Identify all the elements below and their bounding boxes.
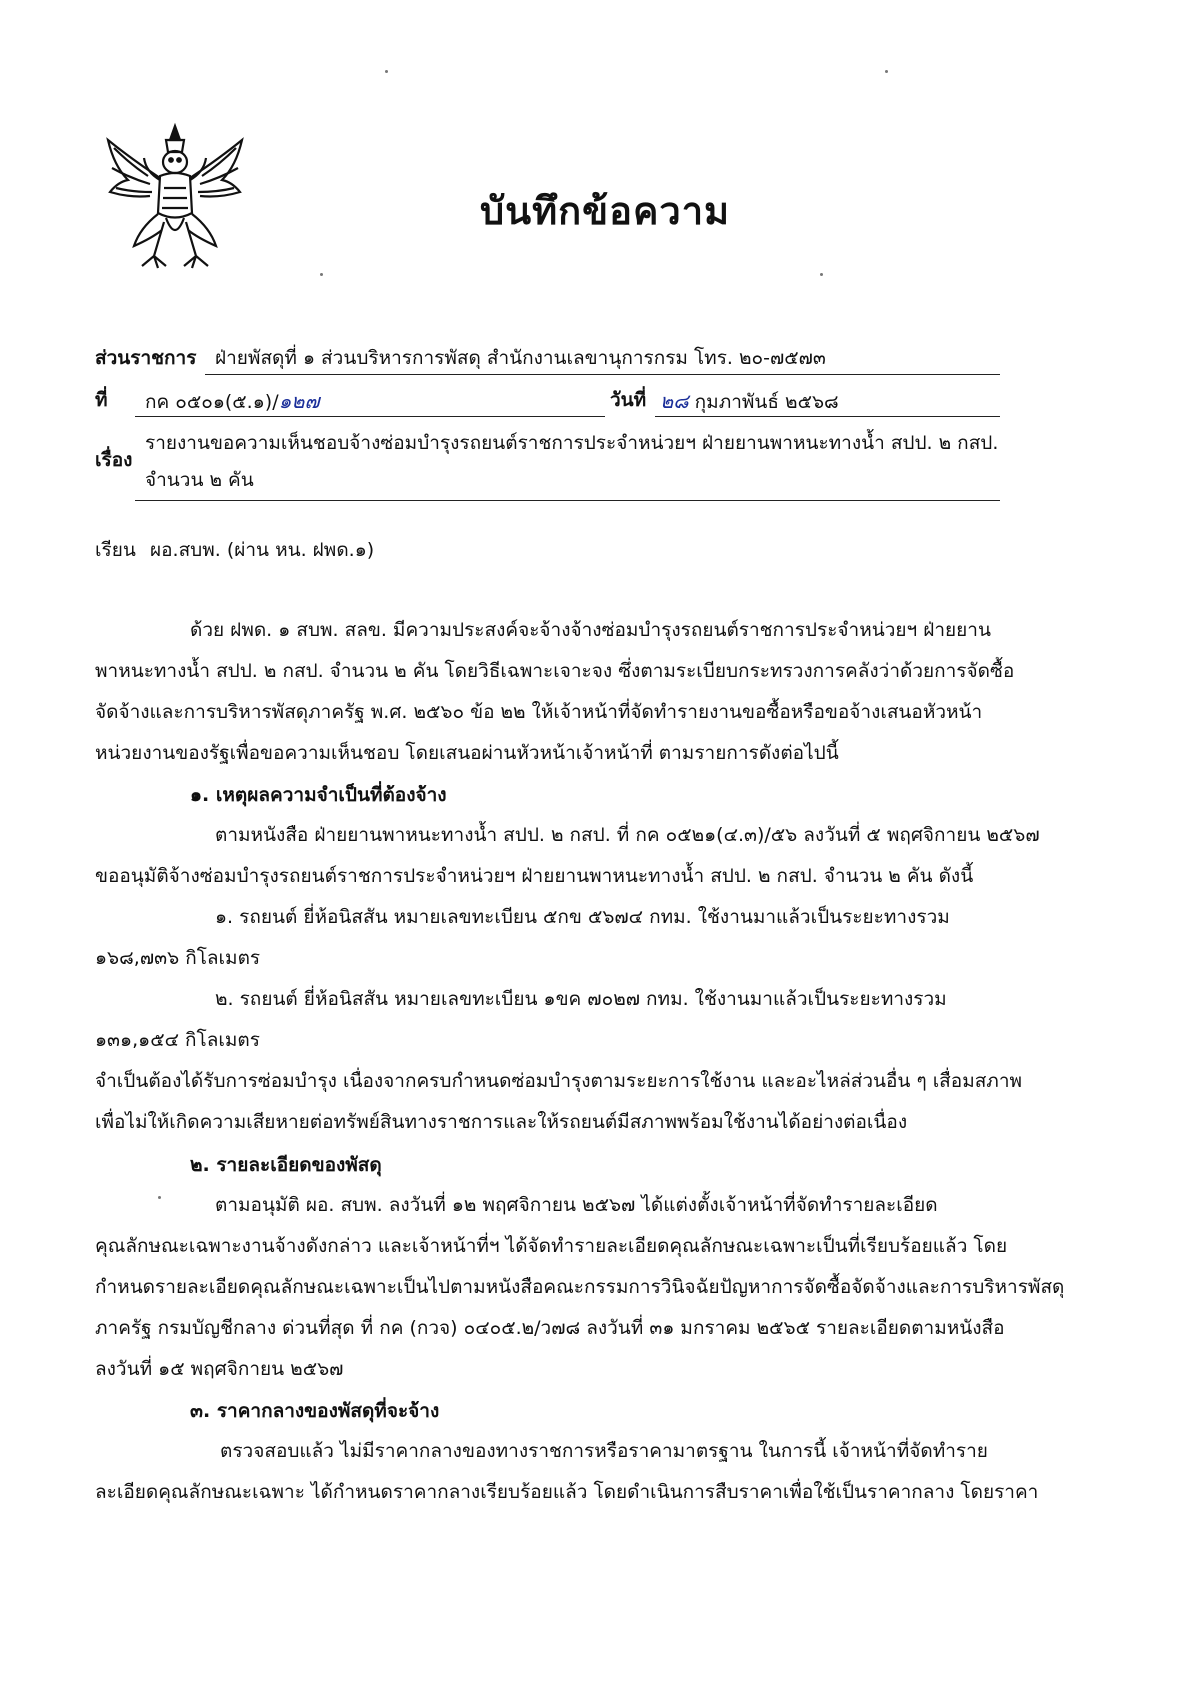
subject-line-1: รายงานขอความเห็นชอบจ้างซ่อมบำรุงรถยนต์ราชการประจำหน่วยฯ ฝ่ายยานพาหนะทางน้ำ สปป. ๒ กสป. bbox=[145, 432, 999, 454]
section-1-line-6: ๑๓๑,๑๕๔ กิโลเมตร bbox=[95, 1029, 260, 1051]
ref-underline bbox=[135, 416, 605, 417]
subject-label: เรื่อง bbox=[95, 449, 133, 471]
intro-line-3: จัดจ้างและการบริหารพัสดุภาครัฐ พ.ศ. ๒๕๖๐ ข้อ ๒๒ ให้เจ้าหน้าที่จัดทำรายงานขอซื้อหรือขอจ้างเสนอหัวหน้า bbox=[95, 701, 983, 723]
agency-underline bbox=[205, 374, 1000, 375]
section-1-line-4: ๑๖๘,๗๓๖ กิโลเมตร bbox=[95, 947, 261, 969]
scan-speck bbox=[158, 1196, 161, 1199]
ref-label: ที่ bbox=[95, 389, 108, 411]
section-1-line-7: จำเป็นต้องได้รับการซ่อมบำรุง เนื่องจากครบกำหนดซ่อมบำรุงตามระยะการใช้งาน และอะไหล่ส่วนอื่น ๆ เสื่อมสภาพ bbox=[95, 1070, 1023, 1092]
date-underline bbox=[655, 416, 1000, 417]
section-1-line-8: เพื่อไม่ให้เกิดความเสียหายต่อทรัพย์สินทางราชการและให้รถยนต์มีสภาพพร้อมใช้งานได้อย่างต่อเนื่อง bbox=[95, 1111, 908, 1133]
intro-line-2: พาหนะทางน้ำ สปป. ๒ กสป. จำนวน ๒ คัน โดยวิธีเฉพาะเจาะจง ซึ่งตามระเบียบกระทรวงการคลังว่าด้วยการจัดซื้อ bbox=[95, 660, 1015, 682]
intro-line-1: ด้วย ฝพด. ๑ สบพ. สลข. มีความประสงค์จะจ้างจ้างซ่อมบำรุงรถยนต์ราชการประจำหน่วยฯ ฝ่ายยาน bbox=[190, 619, 991, 641]
section-3-heading: ๓. ราคากลางของพัสดุที่จะจ้าง bbox=[190, 1400, 440, 1422]
section-3-line-1: ตรวจสอบแล้ว ไม่มีราคากลางของทางราชการหรือราคามาตรฐาน ในการนี้ เจ้าหน้าที่จัดทำราย bbox=[220, 1440, 988, 1462]
date-day-handwritten: ๒๘ bbox=[660, 389, 689, 413]
agency-label: ส่วนราชการ bbox=[95, 347, 197, 369]
date-label: วันที่ bbox=[610, 389, 647, 411]
section-2-line-1: ตามอนุมัติ ผอ. สบพ. ลงวันที่ ๑๒ พฤศจิกายน ๒๕๖๗ ได้แต่งตั้งเจ้าหน้าที่จัดทำรายละเอียด bbox=[215, 1194, 938, 1216]
ref-number-printed: กค ๐๕๐๑(๕.๑)/ bbox=[145, 391, 279, 413]
subject-line-2: จำนวน ๒ คัน bbox=[145, 469, 254, 491]
subject-underline bbox=[135, 500, 1000, 501]
scan-speck bbox=[820, 273, 823, 276]
section-2-line-2: คุณลักษณะเฉพาะงานจ้างดังกล่าว และเจ้าหน้าที่ฯ ได้จัดทำรายละเอียดคุณลักษณะเฉพาะเป็นที่เรียบร้อยแล้ว โดย bbox=[95, 1235, 1008, 1257]
section-1-heading: ๑. เหตุผลความจำเป็นที่ต้องจ้าง bbox=[190, 784, 447, 806]
section-3-line-2: ละเอียดคุณลักษณะเฉพาะ ได้กำหนดราคากลางเรียบร้อยแล้ว โดยดำเนินการสืบราคาเพื่อใช้เป็นราคากลาง โดยราคา bbox=[95, 1481, 1039, 1503]
section-1-line-1: ตามหนังสือ ฝ่ายยานพาหนะทางน้ำ สปป. ๒ กสป. ที่ กค ๐๕๒๑(๔.๓)/๕๖ ลงวันที่ ๕ พฤศจิกายน ๒๕๖๗ bbox=[215, 824, 1040, 846]
section-2-line-4: ภาครัฐ กรมบัญชีกลาง ด่วนที่สุด ที่ กค (กวจ) ๐๔๐๕.๒/ว๗๘ ลงวันที่ ๓๑ มกราคม ๒๕๖๕ รายละเอียดตามหนังสือ bbox=[95, 1317, 1005, 1339]
section-2-line-3: กำหนดรายละเอียดคุณลักษณะเฉพาะเป็นไปตามหนังสือคณะกรรมการวินิจฉัยปัญหาการจัดซื้อจัดจ้างและการบริหารพัสดุ bbox=[95, 1276, 1065, 1298]
section-2-line-5: ลงวันที่ ๑๕ พฤศจิกายน ๒๕๖๗ bbox=[95, 1358, 344, 1380]
ref-value bbox=[145, 385, 320, 417]
document-title: บันทึกข้อความ bbox=[480, 189, 731, 233]
intro-line-4: หน่วยงานของรัฐเพื่อขอความเห็นชอบ โดยเสนอผ่านหัวหน้าเจ้าหน้าที่ ตามรายการดังต่อไปนี้ bbox=[95, 742, 839, 764]
to-value: ผอ.สบพ. (ผ่าน หน. ฝพด.๑) bbox=[150, 539, 375, 561]
scan-speck bbox=[385, 70, 388, 73]
scan-speck bbox=[885, 70, 888, 73]
section-1-line-3: ๑. รถยนต์ ยี่ห้อนิสสัน หมายเลขทะเบียน ๕กข ๕๖๗๔ กทม. ใช้งานมาแล้วเป็นระยะทางรวม bbox=[215, 906, 950, 928]
to-label: เรียน bbox=[95, 539, 136, 561]
section-1-line-5: ๒. รถยนต์ ยี่ห้อนิสสัน หมายเลขทะเบียน ๑ขค ๗๐๒๗ กทม. ใช้งานมาแล้วเป็นระยะทางรวม bbox=[215, 988, 947, 1010]
agency-value: ฝ่ายพัสดุที่ ๑ ส่วนบริหารการพัสดุ สำนักงานเลขานุการกรม โทร. ๒๐-๗๕๗๓ bbox=[215, 347, 826, 369]
section-2-heading: ๒. รายละเอียดของพัสดุ bbox=[190, 1154, 382, 1176]
garuda-emblem-icon bbox=[100, 118, 250, 278]
ref-number-handwritten: ๑๒๗ bbox=[278, 389, 320, 413]
date-month-year: กุมภาพันธ์ ๒๕๖๘ bbox=[694, 391, 839, 413]
scan-speck bbox=[320, 273, 323, 276]
date-value bbox=[660, 385, 839, 417]
section-1-line-2: ขออนุมัติจ้างซ่อมบำรุงรถยนต์ราชการประจำหน่วยฯ ฝ่ายยานพาหนะทางน้ำ สปป. ๒ กสป. จำนวน ๒ คัน ดังนี้ bbox=[95, 865, 974, 887]
